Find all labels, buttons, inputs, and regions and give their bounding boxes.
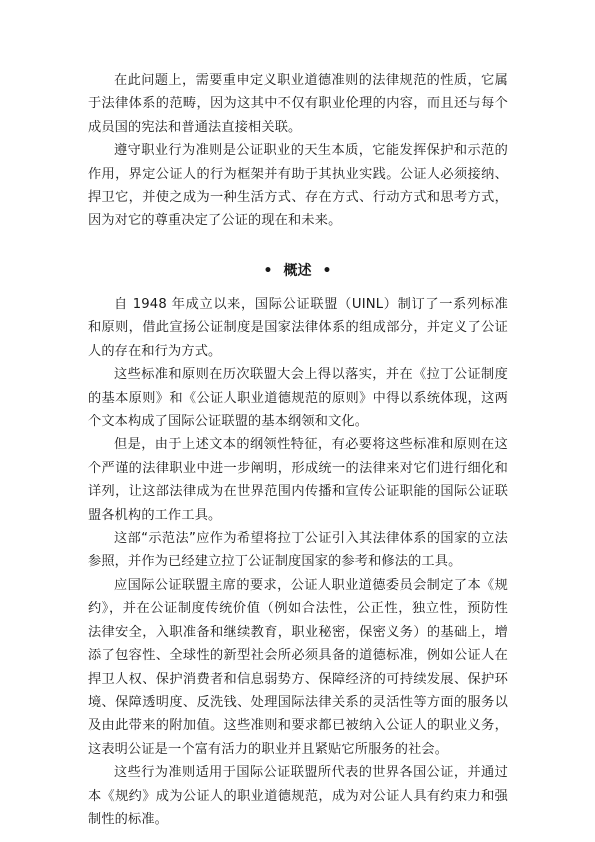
overview-paragraph-6: 这些行为准则适用于国际公证联盟所代表的世界各国公证，并通过本《规约》成为公证人的职业道德规范，成为对公证人具有约束力和强制性的标准。 — [88, 765, 508, 827]
overview-paragraph-3: 但是，由于上述文本的纲领性特征，有必要将这些标准和原则在这个严谨的法律职业中进一步阐明，形成统一的法律来对它们进行细化和详列，让这部法律成为在世界范围内传播和宣传公证职能的国际公证联盟各机构的工作工具。 — [88, 437, 508, 523]
intro-block — [88, 69, 508, 233]
section-heading — [0, 261, 595, 281]
section-title: 概述 — [283, 263, 312, 279]
intro-paragraph-1: 在此问题上，需要重申定义职业道德准则的法律规范的性质，它属于法律体系的范畴，因为这其中不仅有职业伦理的内容，而且还与每个成员国的宪法和普通法直接相关联。 — [88, 73, 508, 135]
bullet-right-icon: • — [322, 263, 332, 279]
intro-paragraph-2: 遵守职业行为准则是公证职业的天生本质，它能发挥保护和示范的作用，界定公证人的行为框架并有助于其执业实践。公证人必须接纳、捍卫它，并使之成为一种生活方式、存在方式、行动方式和思考方式，因为对它的尊重决定了公证的现在和未来。 — [88, 143, 508, 229]
overview-paragraph-4: 这部“示范法”应作为希望将拉丁公证引入其法律体系的国家的立法参照，并作为已经建立拉丁公证制度国家的参考和修法的工具。 — [88, 531, 508, 570]
overview-block — [88, 293, 508, 831]
overview-paragraph-1: 自 1948 年成立以来，国际公证联盟（UINL）制订了一系列标准和原则，借此宣扬公证制度是国家法律体系的组成部分，并定义了公证人的存在和行为方式。 — [88, 297, 508, 359]
overview-paragraph-2: 这些标准和原则在历次联盟大会上得以落实，并在《拉丁公证制度的基本原则》和《公证人职业道德规范的原则》中得以系统体现，这两个文本构成了国际公证联盟的基本纲领和文化。 — [88, 367, 508, 430]
bullet-left-icon: • — [263, 263, 273, 279]
overview-paragraph-5: 应国际公证联盟主席的要求，公证人职业道德委员会制定了本《规约》，并在公证制度传统价值（例如合法性，公正性，独立性，预防性法律安全，入职准备和继续教育，职业秘密，保密义务）的基础上，增添了包容性、全球性的新型社会所必须具备的道德标准，例如公证人在捍卫人权、保护消费者和信息弱势方、保障经济的可持续发展、保护环境、保障透明度、反洗钱、处理国际法律关系的灵活性等方面的服务以及由此带来的附加值。这些准则和要求都已被纳入公证人的职业义务，这表明公证是一个富有活力的职业并且紧贴它所服务的社会。 — [88, 577, 508, 757]
